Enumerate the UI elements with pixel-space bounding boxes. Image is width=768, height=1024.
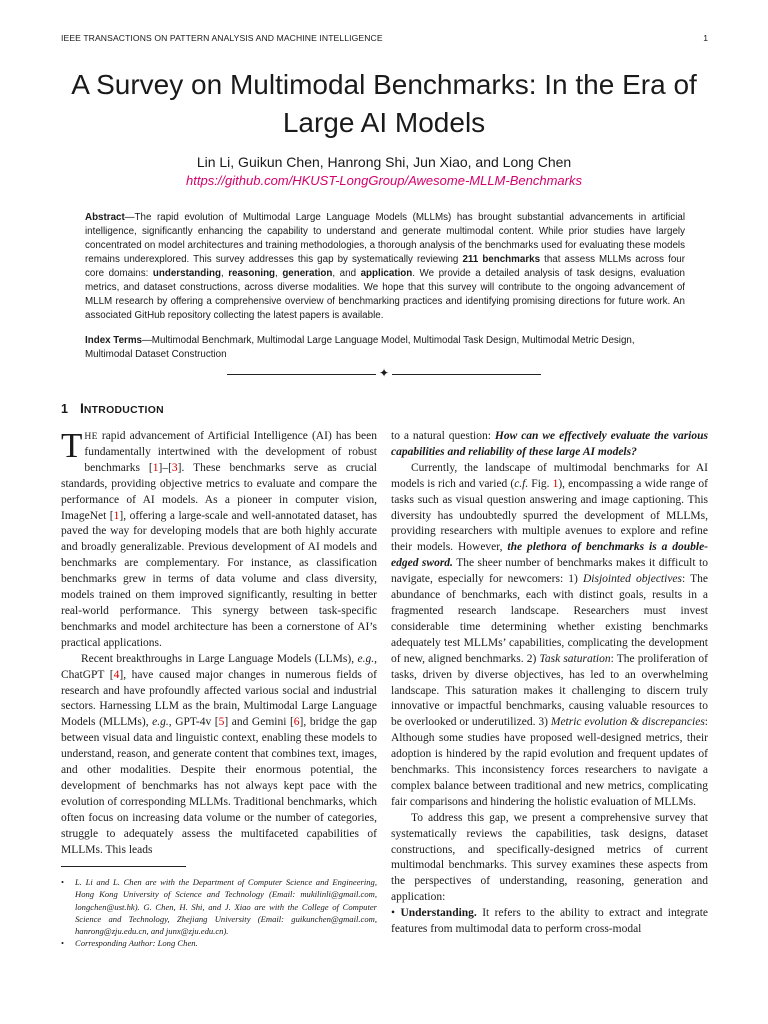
citation-link[interactable]: 4: [113, 668, 120, 681]
page-number: 1: [703, 33, 708, 43]
paragraph-text: to a natural question:: [391, 430, 495, 442]
section-title-rest: NTRODUCTION: [83, 405, 164, 416]
section-title-initial: I: [79, 400, 84, 416]
citation-link[interactable]: 3: [171, 461, 178, 474]
intro-paragraph-2: [61, 652, 377, 859]
issue-disjointed-objectives: Disjointed objectives: [582, 573, 682, 586]
abstract-text-3: . We provide a detailed analysis of task designs, evaluation metrics, and dataset constructions, across diverse modalities. We hope that this survey will contribute to the ongoing advancement of MLLM research by offering a comprehensive overview of benchmarking practices and identifying promising directions for future work. An associated GitHub repository collecting the latest papers is available.: [85, 268, 685, 321]
latin-abbrev: e.g.: [357, 652, 375, 665]
paper-title: A Survey on Multimodal Benchmarks: In the Era of Large AI Models: [71, 69, 697, 138]
paragraph-text: : Although some studies have proposed well-designed metrics, their adoption is hindered by the rapid evolution and frequent updates of benchmarks. This inconsistency forces researchers to navigate a complex balance between traditional and new metrics, complicating fair comparisons and hindering the holistic evaluation of MLLMs.: [391, 716, 708, 808]
abstract-benchmark-count: 211 benchmarks: [462, 254, 541, 265]
abstract-label: Abstract: [85, 212, 125, 223]
intro-paragraph-4: To address this gap, we present a comprehensive survey that systematically reviews the capabilities, task designs, dataset constructions, and specifically-designed metrics of current multimodal benchmarks. This survey examines these aspects from the perspectives of understanding, reasoning, generation and application:: [391, 811, 708, 904]
paragraph-text: ), encompassing a wide range of tasks such as visual question answering and image captioning. This diversity has undoubtedly spurred the development of MLLMs, providing researchers with multiple avenues to explore and refine their models. However,: [391, 477, 709, 554]
paragraph-text: It refers to the ability to extract and integrate features from multimodal data to perform cross-modal: [391, 907, 709, 936]
index-terms-dash: —: [142, 335, 152, 346]
paragraph-text: : The abundance of benchmarks, each with distinct goals, results in a fragmented research landscape. Researchers must invest considerable time determining whether existing benchmarks adequately test MLLMs’ capabilities, complicating the development of new, aligned benchmarks. 2): [391, 573, 708, 665]
drop-cap: T: [61, 426, 83, 465]
footnotes: [61, 876, 377, 950]
paragraph-text: ] and Gemini [: [224, 716, 294, 729]
double-edged-sword-emphasis: the plethora of benchmarks is a double-edged sword.: [391, 541, 709, 570]
abstract-text-2: that assess MLLMs across four core domains:: [85, 254, 686, 279]
running-head: IEEE TRANSACTIONS ON PATTERN ANALYSIS AND MACHINE INTELLIGENCE: [61, 33, 383, 43]
abstract: [85, 211, 685, 323]
abstract-dash: —: [124, 212, 135, 223]
bullet-icon: •: [391, 907, 396, 920]
intro-paragraph-1: [61, 426, 377, 652]
paragraph-text: Fig.: [528, 477, 553, 490]
paragraph-text: Recent breakthroughs in Large Language Models (LLMs),: [81, 652, 358, 665]
paragraph-text: ]–[: [158, 461, 172, 474]
latin-abbrev: c.f.: [514, 477, 529, 490]
paragraph-text: The sheer number of benchmarks makes it difficult to navigate, especially for newcomers: 1): [391, 557, 708, 586]
drop-cap-rest: HE: [84, 431, 98, 442]
domain-generation: generation: [282, 268, 333, 279]
author-list: Lin Li, Guikun Chen, Hanrong Shi, Jun Xiao, and Long Chen: [196, 154, 572, 170]
left-column: [61, 426, 377, 858]
figure-reference-link[interactable]: 1: [552, 477, 559, 490]
issue-task-saturation: Task saturation: [539, 652, 611, 665]
paragraph-text: Currently, the landscape of multimodal benchmarks for AI models is rich and varied (: [391, 461, 708, 490]
intro-paragraph-3: [391, 461, 708, 811]
paragraph-text: , ChatGPT [: [61, 652, 377, 681]
right-column: [391, 429, 708, 938]
footnote-corresponding-author: • Corresponding Author: Long Chen.: [61, 937, 377, 949]
index-terms-text: Multimodal Benchmark, Multimodal Large Language Model, Multimodal Task Design, Multimodal Metric Design, Multimodal Dataset Construction: [85, 335, 635, 360]
paragraph-text: ], have caused major changes in numerous fields of research and have profoundly affected various social and industrial sectors. Harnessing LLM as the brain, Multimodal Large Language Models (MLLMs),: [61, 668, 377, 729]
citation-link[interactable]: 6: [293, 716, 300, 729]
citation-link[interactable]: 5: [218, 716, 225, 729]
section-number: 1: [61, 402, 68, 416]
index-terms: [85, 334, 683, 362]
domain-understanding: understanding: [152, 268, 221, 279]
research-question: How can we effectively evaluate the various capabilities and reliability of these large AI models?: [391, 430, 708, 458]
paragraph-text: : The proliferation of tasks, driven by diverse objectives, has led to an overwhelming landscape. This saturation makes it challenging to discern truly innovative or impactful benchmarks, causing valuable resources to be overlooked or underutilized. 3): [391, 652, 708, 729]
paragraph-text: ]. These benchmarks serve as crucial standards, providing objective metrics to evaluate and compare the performance of AI models. As a pioneer in computer vision, ImageNet [: [61, 461, 377, 522]
footnote-affiliations: • L. Li and L. Chen are with the Department of Computer Science and Engineering, Hong Kong University of Science and Technology (Email: mukilinli@gmail.com, longchen@ust.hk). G. Chen, H. Shi, and J. Xiao are with the College of Computer Science and Technology, Zhejiang University (Email: guikunchen@gmail.com, hanrong@zju.edu.cn, and junx@zju.edu.cn).: [61, 876, 377, 937]
github-repo-link[interactable]: https://github.com/HKUST-LongGroup/Awesome-MLLM-Benchmarks: [186, 173, 582, 188]
abstract-separator: , and: [332, 268, 361, 279]
domain-reasoning: reasoning: [228, 268, 276, 279]
issue-metric-evolution: Metric evolution & discrepancies: [550, 716, 705, 729]
footnote-rule: [61, 866, 186, 867]
latin-abbrev: e.g.: [152, 716, 169, 729]
divider-diamond-icon: ✦: [376, 365, 392, 381]
citation-link[interactable]: 1: [152, 461, 159, 474]
paragraph-text: rapid advancement of Artificial Intelligence (AI) has been fundamentally intertwined with the development of robust benchmarks [: [84, 430, 377, 474]
paragraph-text: ], offering a large-scale and well-annotated dataset, has paved the way for developing models that are both highly accurate and broadly generalizable. Previous development of AI models and benchmarks are complementary. For instance, as classification benchmarks grew in terms of data volume and class diversity, models trained on them improved significantly, resulting in better real-world performance. This synergy between task-specific benchmarks and model architecture has been a cornerstone of AI’s practical applications.: [61, 509, 377, 649]
abstract-text-1: The rapid evolution of Multimodal Large Language Models (MLLMs) has brought substantial advancements in artificial intelligence, significantly enhancing the capability to understand and generate multimodal content. While prior studies have largely concentrated on model architectures and training methodologies, a thorough analysis of the benchmarks used for evaluating these models remains underexplored. This survey addresses this gap by systematically reviewing: [85, 212, 685, 265]
bullet-label: Understanding.: [400, 907, 477, 920]
citation-link[interactable]: 1: [113, 509, 120, 522]
abstract-separator: ,: [220, 268, 229, 279]
section-heading-introduction: [61, 400, 164, 416]
bullet-understanding: [391, 906, 708, 938]
intro-paragraph-continued: [391, 429, 708, 461]
index-terms-label: Index Terms: [85, 335, 142, 346]
paragraph-text: ], bridge the gap between visual data and linguistic context, enabling these models to understand, reason, and generate content that combines text, images, and other modalities. Despite their enormous potential, the development of benchmarks has not always kept pace with the evolution of corresponding MLLMs. Traditional benchmarks, which often focus on increasing data volume or the number of categories, struggle to adequately assess the multifaceted capabilities of MLLMs. This leads: [61, 716, 377, 856]
domain-application: application: [360, 268, 413, 279]
paragraph-text: , GPT-4v [: [168, 716, 219, 729]
abstract-separator: ,: [275, 268, 283, 279]
